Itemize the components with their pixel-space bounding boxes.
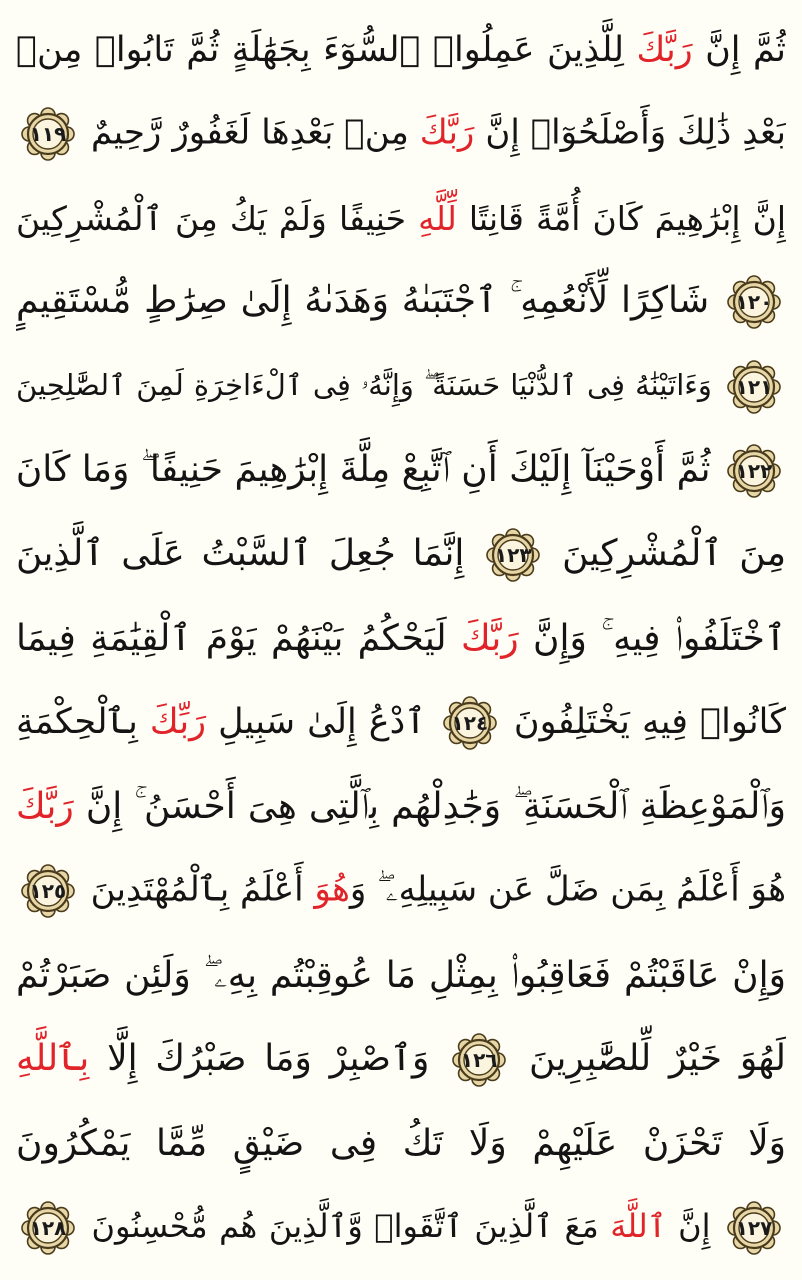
line-text	[16, 618, 786, 660]
divine-name-text: ٱللَّهَ	[610, 1207, 667, 1246]
verse-number: ١٢٤	[451, 711, 489, 736]
verse-number: ١٢٠	[735, 290, 773, 315]
divine-name-text: رَبِّكَ	[149, 702, 207, 743]
verse-end-marker	[451, 1032, 507, 1088]
text-line	[16, 1102, 786, 1186]
verse-number: ١١٩	[29, 122, 67, 147]
verse-end-marker	[20, 106, 76, 162]
verse-end-marker	[726, 1200, 782, 1256]
text-line	[16, 1186, 786, 1270]
line-text	[16, 359, 786, 415]
line-text	[16, 527, 786, 583]
divine-name-text: لِّلَّهِ	[418, 198, 457, 238]
verse-end-marker	[442, 695, 498, 751]
verse-text: وَٱلْمَوْعِظَةِ ٱلْحَسَنَةِ ۖ وَجَٰدِلْهُم بِٱلَّتِى هِىَ أَحْسَنُ ۚ إِنَّ	[73, 786, 786, 828]
line-text	[16, 443, 786, 499]
text-line	[16, 1018, 786, 1102]
text-line	[16, 8, 786, 92]
text-line	[16, 260, 786, 344]
text-line	[16, 92, 786, 176]
text-line	[16, 345, 786, 429]
verse-text: وَءَاتَيْنَٰهُ فِى ٱلدُّنْيَا حَسَنَةً ۖ وَإِنَّهُۥ فِى ٱلْءَاخِرَةِ لَمِنَ ٱلصَّٰلِحِينَ	[16, 367, 722, 402]
verse-text: إِنَّمَا جُعِلَ ٱلسَّبْتُ عَلَى ٱلَّذِينَ	[16, 532, 482, 574]
verse-text: لَهُوَ خَيْرٌ لِّلصَّٰبِرِينَ	[511, 1037, 786, 1079]
line-text	[16, 29, 786, 70]
page-lines	[16, 8, 786, 1270]
line-text	[16, 106, 786, 162]
text-line	[16, 681, 786, 765]
verse-number: ١٢٨	[29, 1216, 67, 1241]
verse-text: وَلَا تَحْزَنْ عَلَيْهِمْ وَلَا تَكُ فِى ضَيْقٍ مِّمَّا يَمْكُرُونَ	[16, 1122, 786, 1164]
text-line	[16, 765, 786, 849]
verse-text: ٱخْتَلَفُوا۟ فِيهِ ۚ وَإِنَّ	[518, 618, 786, 660]
verse-text: بِٱلْحِكْمَةِ	[16, 702, 150, 743]
divine-name-text: رَبَّكَ	[460, 618, 519, 660]
verse-text: وَإِنْ عَاقَبْتُمْ فَعَاقِبُوا۟ بِمِثْلِ مَا عُوقِبْتُم بِهِۦ ۖ وَلَئِن صَبَرْتُمْ	[16, 954, 786, 996]
line-text	[16, 1032, 786, 1088]
verse-text: ٱدْعُ إِلَىٰ سَبِيلِ	[206, 702, 438, 743]
text-line	[16, 513, 786, 597]
verse-text: مِنَ ٱلْمُشْرِكِينَ	[545, 532, 786, 574]
text-line	[16, 429, 786, 513]
line-text	[16, 1200, 786, 1256]
verse-end-marker	[726, 443, 782, 499]
verse-text: لِلَّذِينَ عَمِلُوا۟ ٱلسُّوٓءَ بِجَهَٰلَةٍ ثُمَّ تَابُوا۟ مِنۢ	[16, 29, 637, 70]
verse-number: ١٢٣	[494, 542, 532, 567]
line-text	[16, 954, 786, 996]
text-line	[16, 176, 786, 260]
verse-text: بَعْدِ ذَٰلِكَ وَأَصْلَحُوٓا۟ إِنَّ	[474, 112, 786, 153]
verse-text: كَانُوا۟ فِيهِ يَخْتَلِفُونَ	[501, 702, 786, 743]
line-text	[16, 274, 786, 330]
divine-name-text: رَبَّكَ	[636, 29, 693, 70]
divine-name-text: بِٱللَّهِ	[16, 1037, 90, 1079]
text-line	[16, 849, 786, 933]
verse-text: إِنَّ	[666, 1207, 723, 1246]
verse-text: مِنۢ بَعْدِهَا لَغَفُورٌ رَّحِيمٌ	[80, 112, 420, 153]
verse-text: مَعَ ٱلَّذِينَ ٱتَّقَوا۟ وَّٱلَّذِينَ هُم مُّحْسِنُونَ	[80, 1207, 611, 1246]
verse-end-marker	[485, 527, 541, 583]
text-line	[16, 934, 786, 1018]
verse-text: أَعْلَمُ بِٱلْمُهْتَدِينَ	[79, 869, 315, 910]
verse-text: حَنِيفًا وَلَمْ يَكُ مِنَ ٱلْمُشْرِكِينَ	[16, 198, 419, 238]
verse-text: وَٱصْبِرْ وَمَا صَبْرُكَ إِلَّا	[89, 1037, 448, 1079]
verse-end-marker	[20, 1200, 76, 1256]
divine-name-text: رَبَّكَ	[419, 112, 475, 153]
verse-text: ثُمَّ أَوْحَيْنَآ إِلَيْكَ أَنِ ٱتَّبِعْ مِلَّةَ إِبْرَٰهِيمَ حَنِيفًا ۖ وَمَا كَانَ	[16, 448, 722, 490]
verse-number: ١٢٧	[735, 1216, 773, 1241]
verse-number: ١٢٦	[460, 1047, 498, 1072]
line-text	[16, 198, 786, 238]
divine-name-text: هُوَ	[314, 869, 350, 910]
verse-end-marker	[726, 359, 782, 415]
line-text	[16, 1122, 786, 1164]
text-line	[16, 597, 786, 681]
line-text	[16, 863, 786, 919]
line-text	[16, 695, 786, 751]
line-text	[16, 786, 786, 828]
verse-number: ١٢١	[735, 374, 773, 399]
verse-text: إِنَّ إِبْرَٰهِيمَ كَانَ أُمَّةً قَانِتًا	[456, 198, 786, 238]
verse-end-marker	[726, 274, 782, 330]
divine-name-text: رَبَّكَ	[16, 786, 74, 828]
verse-number: ١٢٥	[29, 879, 67, 904]
verse-text: لَيَحْكُمُ بَيْنَهُمْ يَوْمَ ٱلْقِيَٰمَةِ فِيمَا	[16, 618, 461, 660]
verse-text: ثُمَّ إِنَّ	[692, 29, 786, 70]
verse-end-marker	[20, 863, 76, 919]
verse-text: هُوَ أَعْلَمُ بِمَن ضَلَّ عَن سَبِيلِهِۦ ۖ وَ	[349, 869, 786, 910]
verse-number: ١٢٢	[735, 458, 773, 483]
verse-text: شَاكِرًا لِّأَنْعُمِهِ ۚ ٱجْتَبَىٰهُ وَهَدَىٰهُ إِلَىٰ صِرَٰطٍ مُّسْتَقِيمٍ	[16, 280, 722, 322]
